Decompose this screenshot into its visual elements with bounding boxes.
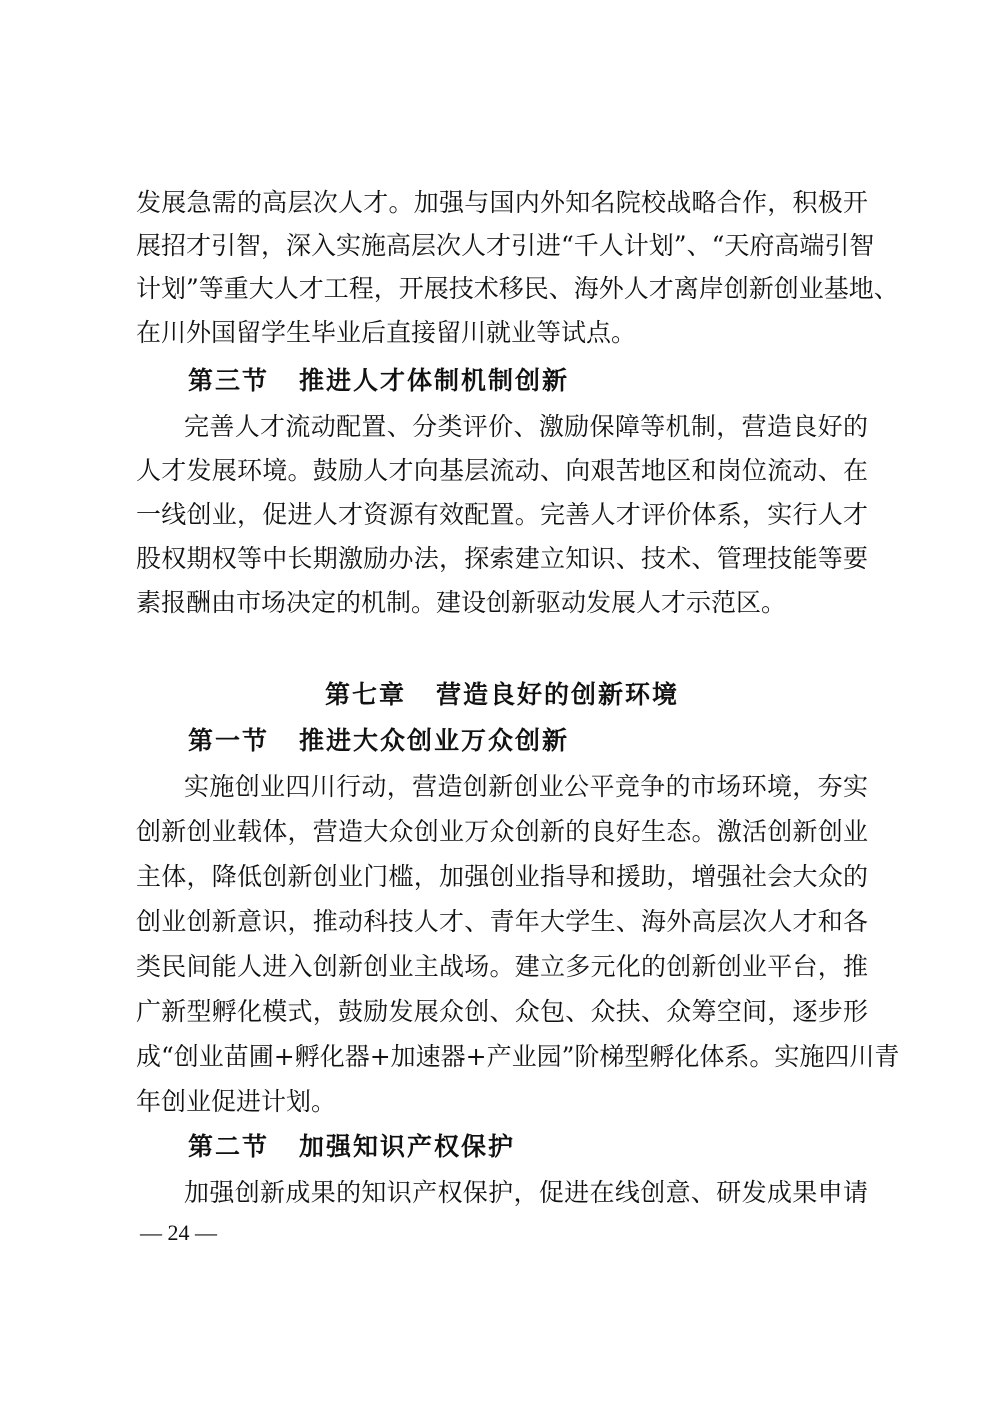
paragraph-line: 在川外国留学生毕业后直接留川就业等试点。 [136,318,637,347]
page-number: — 24 — [140,1220,217,1245]
section-heading [188,726,569,756]
paragraph-line: 一线创业，促进人才资源有效配置。完善人才评价体系，实行人才 [136,500,868,529]
section-label: 第三节 [188,366,270,395]
paragraph-line: 素报酬由市场决定的机制。建设创新驱动发展人才示范区。 [136,588,787,617]
paragraph-line: 实施创业四川行动，营造创新创业公平竞争的市场环境，夯实 [184,772,868,801]
paragraph-line: 完善人才流动配置、分类评价、激励保障等机制，营造良好的 [184,412,868,441]
paragraph-line: 加强创新成果的知识产权保护，促进在线创意、研发成果申请 [184,1178,868,1207]
paragraph-line: 创业创新意识，推动科技人才、青年大学生、海外高层次人才和各 [136,907,868,936]
paragraph-line: 展招才引智，深入实施高层次人才引进“千人计划”、“天府高端引智 [136,231,875,260]
section-heading [188,1132,515,1162]
paragraph-line: 年创业促进计划。 [136,1087,337,1116]
paragraph-line: 股权期权等中长期激励办法，探索建立知识、技术、管理技能等要 [136,544,868,573]
paragraph-line: 类民间能人进入创新创业主战场。建立多元化的创新创业平台，推 [136,952,868,981]
section-title: 加强知识产权保护 [299,1132,516,1161]
section-label: 第二节 [188,1132,270,1161]
paragraph-line: 人才发展环境。鼓励人才向基层流动、向艰苦地区和岗位流动、在 [136,456,868,485]
paragraph-line: 计划”等重大人才工程，开展技术移民、海外人才离岸创新创业基地、 [136,274,899,303]
chapter-heading [0,680,992,710]
paragraph-line: 广新型孵化模式，鼓励发展众创、众包、众扶、众筹空间，逐步形 [136,997,868,1026]
chapter-label: 第七章 [324,680,406,709]
paragraph-line: 主体，降低创新创业门槛，加强创业指导和援助，增强社会大众的 [136,862,868,891]
section-label: 第一节 [188,726,270,755]
section-title: 推进大众创业万众创新 [299,726,570,755]
chapter-title: 营造良好的创新环境 [436,680,680,709]
section-title: 推进人才体制机制创新 [299,366,570,395]
paragraph-line: 发展急需的高层次人才。加强与国内外知名院校战略合作，积极开 [136,188,868,217]
paragraph-line: 成“创业苗圃+孵化器+加速器+产业园”阶梯型孵化体系。实施四川青 [136,1042,900,1071]
paragraph-line: 创新创业载体，营造大众创业万众创新的良好生态。激活创新创业 [136,817,868,846]
section-heading [188,366,569,396]
